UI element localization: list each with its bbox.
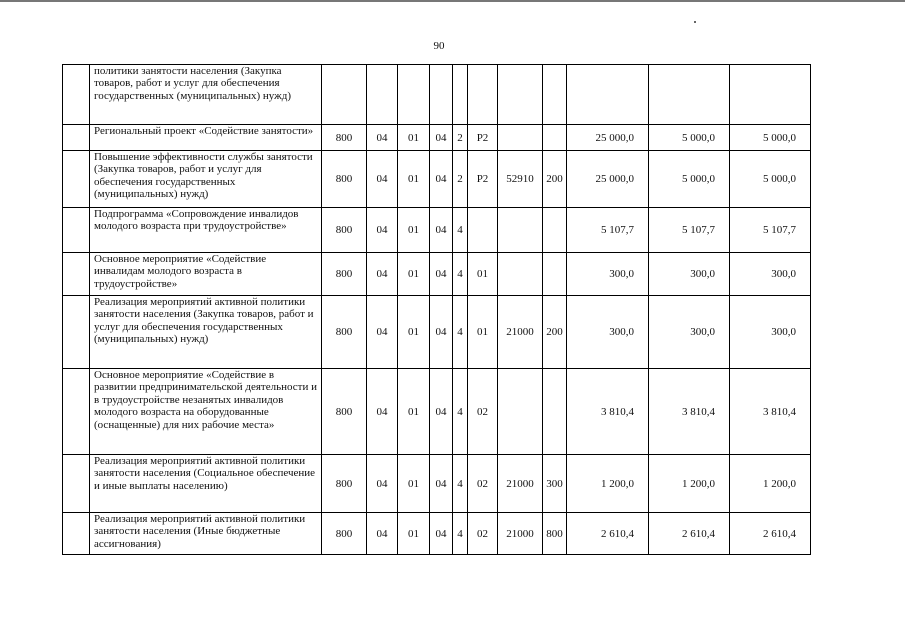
subprogram-code-cell: 4 bbox=[453, 513, 468, 555]
program-code-cell: 04 bbox=[430, 253, 453, 296]
item-name-cell: Основное мероприятие «Содействие инвалидам молодого возраста в трудоустройстве» bbox=[90, 253, 322, 296]
table-row bbox=[63, 65, 811, 125]
direction-code-cell bbox=[498, 125, 543, 151]
amount-year-2-cell: 300,0 bbox=[649, 253, 730, 296]
amount-year-1-cell: 2 610,4 bbox=[567, 513, 649, 555]
subsection-code-cell: 01 bbox=[398, 369, 430, 455]
program-code-cell bbox=[430, 65, 453, 125]
scan-top-edge bbox=[0, 0, 905, 2]
amount-year-3-cell: 1 200,0 bbox=[730, 455, 811, 513]
section-code-cell: 04 bbox=[367, 208, 398, 253]
amount-year-3-cell: 300,0 bbox=[730, 253, 811, 296]
event-code-cell: 02 bbox=[468, 455, 498, 513]
subsection-code-cell: 01 bbox=[398, 296, 430, 369]
amount-year-3-cell: 5 107,7 bbox=[730, 208, 811, 253]
subsection-code-cell: 01 bbox=[398, 208, 430, 253]
row-number-cell bbox=[63, 253, 90, 296]
row-number-cell bbox=[63, 455, 90, 513]
subprogram-code-cell: 4 bbox=[453, 296, 468, 369]
subprogram-code-cell: 4 bbox=[453, 208, 468, 253]
direction-code-cell bbox=[498, 369, 543, 455]
subsection-code-cell: 01 bbox=[398, 253, 430, 296]
amount-year-3-cell: 300,0 bbox=[730, 296, 811, 369]
amount-year-2-cell bbox=[649, 65, 730, 125]
event-code-cell: 02 bbox=[468, 513, 498, 555]
section-code-cell: 04 bbox=[367, 151, 398, 208]
item-name-cell: Региональный проект «Содействие занятости» bbox=[90, 125, 322, 151]
amount-year-3-cell: 5 000,0 bbox=[730, 125, 811, 151]
amount-year-2-cell: 5 000,0 bbox=[649, 151, 730, 208]
event-code-cell: 01 bbox=[468, 253, 498, 296]
table-row bbox=[63, 208, 811, 253]
table-row bbox=[63, 513, 811, 555]
direction-code-cell: 52910 bbox=[498, 151, 543, 208]
section-code-cell bbox=[367, 65, 398, 125]
row-number-cell bbox=[63, 296, 90, 369]
section-code-cell: 04 bbox=[367, 125, 398, 151]
direction-code-cell bbox=[498, 65, 543, 125]
expense-type-code-cell bbox=[543, 125, 567, 151]
table-row bbox=[63, 369, 811, 455]
expense-type-code-cell: 300 bbox=[543, 455, 567, 513]
section-code-cell: 04 bbox=[367, 296, 398, 369]
ministry-code-cell: 800 bbox=[322, 253, 367, 296]
subprogram-code-cell: 2 bbox=[453, 151, 468, 208]
item-name-cell: политики занятости населения (Закупка товаров, работ и услуг для обеспечения государственных (муниципальных) нужд) bbox=[90, 65, 322, 125]
amount-year-2-cell: 5 107,7 bbox=[649, 208, 730, 253]
expense-type-code-cell bbox=[543, 208, 567, 253]
program-code-cell: 04 bbox=[430, 151, 453, 208]
expense-type-code-cell: 800 bbox=[543, 513, 567, 555]
amount-year-3-cell: 5 000,0 bbox=[730, 151, 811, 208]
event-code-cell: P2 bbox=[468, 125, 498, 151]
ministry-code-cell: 800 bbox=[322, 296, 367, 369]
direction-code-cell: 21000 bbox=[498, 455, 543, 513]
amount-year-1-cell: 300,0 bbox=[567, 296, 649, 369]
subsection-code-cell: 01 bbox=[398, 125, 430, 151]
subprogram-code-cell: 4 bbox=[453, 455, 468, 513]
subsection-code-cell: 01 bbox=[398, 151, 430, 208]
amount-year-1-cell: 5 107,7 bbox=[567, 208, 649, 253]
amount-year-2-cell: 2 610,4 bbox=[649, 513, 730, 555]
row-number-cell bbox=[63, 125, 90, 151]
table-row bbox=[63, 125, 811, 151]
amount-year-1-cell: 1 200,0 bbox=[567, 455, 649, 513]
program-code-cell: 04 bbox=[430, 369, 453, 455]
row-number-cell bbox=[63, 369, 90, 455]
subprogram-code-cell: 2 bbox=[453, 125, 468, 151]
expense-type-code-cell bbox=[543, 369, 567, 455]
page-number: 90 bbox=[433, 40, 445, 52]
table-row bbox=[63, 296, 811, 369]
ministry-code-cell: 800 bbox=[322, 513, 367, 555]
subprogram-code-cell: 4 bbox=[453, 369, 468, 455]
expense-type-code-cell bbox=[543, 253, 567, 296]
subsection-code-cell bbox=[398, 65, 430, 125]
subprogram-code-cell: 4 bbox=[453, 253, 468, 296]
event-code-cell: 02 bbox=[468, 369, 498, 455]
table-row bbox=[63, 151, 811, 208]
amount-year-3-cell: 2 610,4 bbox=[730, 513, 811, 555]
amount-year-2-cell: 1 200,0 bbox=[649, 455, 730, 513]
direction-code-cell: 21000 bbox=[498, 296, 543, 369]
amount-year-2-cell: 5 000,0 bbox=[649, 125, 730, 151]
amount-year-1-cell: 25 000,0 bbox=[567, 151, 649, 208]
ministry-code-cell: 800 bbox=[322, 369, 367, 455]
row-number-cell bbox=[63, 208, 90, 253]
item-name-cell: Реализация мероприятий активной политики занятости населения (Социальное обеспечение и иные выплаты населению) bbox=[90, 455, 322, 513]
subsection-code-cell: 01 bbox=[398, 513, 430, 555]
amount-year-3-cell bbox=[730, 65, 811, 125]
budget-table bbox=[62, 64, 811, 555]
direction-code-cell bbox=[498, 253, 543, 296]
item-name-cell: Повышение эффективности службы занятости (Закупка товаров, работ и услуг для обеспечения государственных (муниципальных) нужд) bbox=[90, 151, 322, 208]
budget-table-body bbox=[63, 65, 811, 555]
row-number-cell bbox=[63, 151, 90, 208]
table-row bbox=[63, 253, 811, 296]
event-code-cell: 01 bbox=[468, 296, 498, 369]
ministry-code-cell: 800 bbox=[322, 208, 367, 253]
direction-code-cell: 21000 bbox=[498, 513, 543, 555]
amount-year-1-cell bbox=[567, 65, 649, 125]
subsection-code-cell: 01 bbox=[398, 455, 430, 513]
program-code-cell: 04 bbox=[430, 125, 453, 151]
amount-year-2-cell: 3 810,4 bbox=[649, 369, 730, 455]
item-name-cell: Реализация мероприятий активной политики занятости населения (Закупка товаров, работ и услуг для обеспечения государственных (муниципальных) нужд) bbox=[90, 296, 322, 369]
amount-year-1-cell: 3 810,4 bbox=[567, 369, 649, 455]
table-row bbox=[63, 455, 811, 513]
expense-type-code-cell: 200 bbox=[543, 296, 567, 369]
event-code-cell: P2 bbox=[468, 151, 498, 208]
item-name-cell: Основное мероприятие «Содействие в развитии предпринимательской деятельности и в трудоустройстве незанятых инвалидов молодого возраста на оборудованные (оснащенные) для них рабочие места» bbox=[90, 369, 322, 455]
section-code-cell: 04 bbox=[367, 253, 398, 296]
section-code-cell: 04 bbox=[367, 513, 398, 555]
direction-code-cell bbox=[498, 208, 543, 253]
amount-year-3-cell: 3 810,4 bbox=[730, 369, 811, 455]
amount-year-2-cell: 300,0 bbox=[649, 296, 730, 369]
amount-year-1-cell: 25 000,0 bbox=[567, 125, 649, 151]
expense-type-code-cell: 200 bbox=[543, 151, 567, 208]
item-name-cell: Реализация мероприятий активной политики занятости населения (Иные бюджетные ассигнования) bbox=[90, 513, 322, 555]
ministry-code-cell: 800 bbox=[322, 151, 367, 208]
row-number-cell bbox=[63, 513, 90, 555]
amount-year-1-cell: 300,0 bbox=[567, 253, 649, 296]
ministry-code-cell: 800 bbox=[322, 455, 367, 513]
program-code-cell: 04 bbox=[430, 455, 453, 513]
program-code-cell: 04 bbox=[430, 513, 453, 555]
event-code-cell bbox=[468, 208, 498, 253]
row-number-cell bbox=[63, 65, 90, 125]
event-code-cell bbox=[468, 65, 498, 125]
item-name-cell: Подпрограмма «Сопровождение инвалидов молодого возраста при трудоустройстве» bbox=[90, 208, 322, 253]
section-code-cell: 04 bbox=[367, 369, 398, 455]
program-code-cell: 04 bbox=[430, 208, 453, 253]
expense-type-code-cell bbox=[543, 65, 567, 125]
section-code-cell: 04 bbox=[367, 455, 398, 513]
subprogram-code-cell bbox=[453, 65, 468, 125]
program-code-cell: 04 bbox=[430, 296, 453, 369]
ministry-code-cell: 800 bbox=[322, 125, 367, 151]
ministry-code-cell bbox=[322, 65, 367, 125]
scan-speck bbox=[694, 21, 696, 23]
